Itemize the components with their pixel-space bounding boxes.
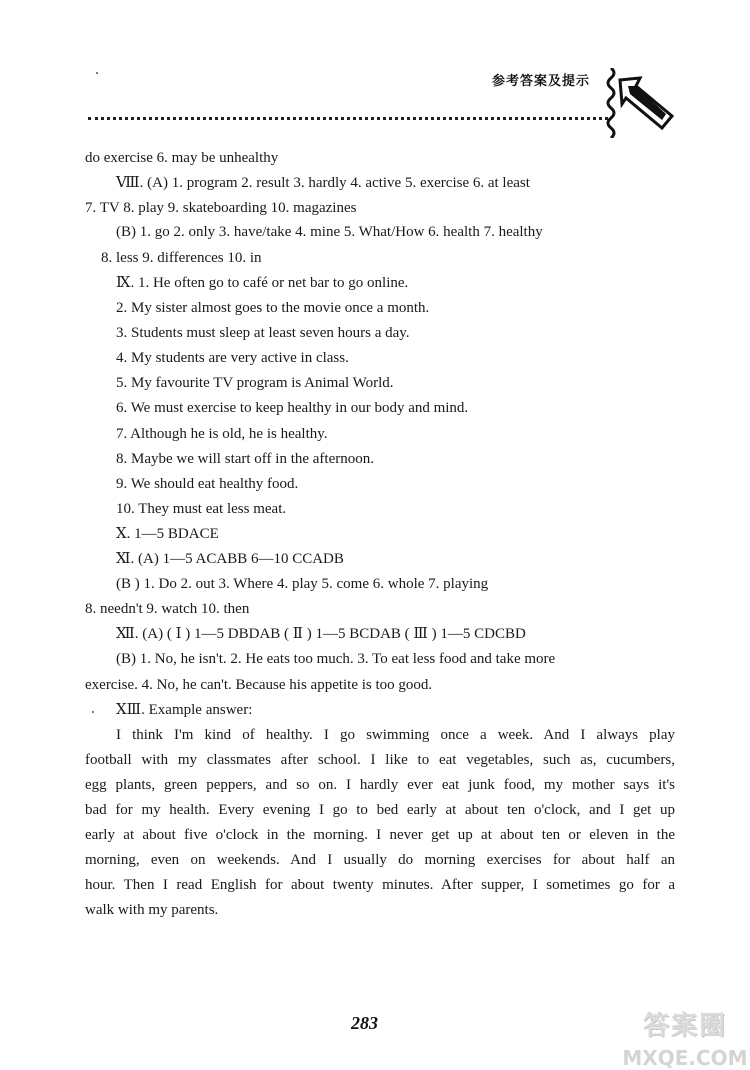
- watermark-logo: [620, 1005, 750, 1070]
- text-line: early at about five o'clock in the morning. I never get up at about ten or eleven in the: [85, 827, 675, 843]
- text-line: 3. Students must sleep at least seven hours a day.: [116, 325, 410, 341]
- text-line: (B) 1. go 2. only 3. have/take 4. mine 5. What/How 6. health 7. healthy: [116, 224, 543, 240]
- text-line: Ⅸ. 1. He often go to café or net bar to go online.: [116, 275, 409, 291]
- text-line: Ⅻ. (A) ( Ⅰ ) 1—5 DBDAB ( Ⅱ ) 1—5 BCDAB ( Ⅲ ) 1—5 CDCBD: [116, 626, 526, 642]
- scan-speck: [96, 72, 98, 74]
- text-line: 9. We should eat healthy food.: [116, 476, 299, 492]
- text-line: hour. Then I read English for about twenty minutes. After supper, I sometimes go for a: [85, 877, 675, 893]
- text-line: football with my classmates after school. I like to eat vegetables, such as, cucumbers,: [85, 752, 675, 768]
- text-line: 7. TV 8. play 9. skateboarding 10. magazines: [85, 200, 357, 216]
- watermark-text: 答案圈: [642, 1011, 727, 1041]
- text-line: I think I'm kind of healthy. I go swimming once a week. And I always play: [116, 727, 675, 743]
- page-number: 283: [351, 1013, 378, 1033]
- text-line: Ⅹ. 1—5 BDACE: [116, 526, 219, 542]
- text-line: 8. needn't 9. watch 10. then: [85, 601, 250, 617]
- section-header-title: 参考答案及提示: [492, 74, 591, 89]
- header-wavy-divider: [604, 68, 618, 138]
- text-line: Ⅺ. (A) 1—5 ACABB 6—10 CCADB: [116, 551, 344, 567]
- text-line: 6. We must exercise to keep healthy in our body and mind.: [116, 400, 469, 416]
- text-line: do exercise 6. may be unhealthy: [85, 150, 279, 166]
- arrow-icon: [618, 76, 674, 130]
- header-dotted-rule: [88, 117, 608, 120]
- watermark-url: MXQE.COM: [622, 1046, 748, 1070]
- text-line: 2. My sister almost goes to the movie once a month.: [116, 300, 430, 316]
- text-line: egg plants, green peppers, and so on. I hardly ever eat junk food, my mother says it's: [85, 777, 675, 793]
- text-line: 8. less 9. differences 10. in: [101, 250, 262, 266]
- text-line: 8. Maybe we will start off in the afternoon.: [116, 451, 374, 467]
- text-line: 5. My favourite TV program is Animal World.: [116, 375, 394, 391]
- scan-speck: [92, 711, 94, 713]
- text-line: ⅩⅢ. Example answer:: [116, 702, 253, 718]
- text-line: bad for my health. Every evening I go to bed early at about ten o'clock, and I get up: [85, 802, 675, 818]
- text-line: exercise. 4. No, he can't. Because his appetite is too good.: [85, 677, 433, 693]
- text-line: (B ) 1. Do 2. out 3. Where 4. play 5. come 6. whole 7. playing: [116, 576, 489, 592]
- text-line: 7. Although he is old, he is healthy.: [116, 426, 328, 442]
- text-line: 10. They must eat less meat.: [116, 501, 287, 517]
- text-line: Ⅷ. (A) 1. program 2. result 3. hardly 4. active 5. exercise 6. at least: [116, 175, 530, 191]
- text-line: walk with my parents.: [85, 902, 219, 918]
- text-line: (B) 1. No, he isn't. 2. He eats too much. 3. To eat less food and take more: [116, 651, 556, 667]
- text-line: 4. My students are very active in class.: [116, 350, 349, 366]
- text-line: morning, even on weekends. And I usually do morning exercises for about half an: [85, 852, 675, 868]
